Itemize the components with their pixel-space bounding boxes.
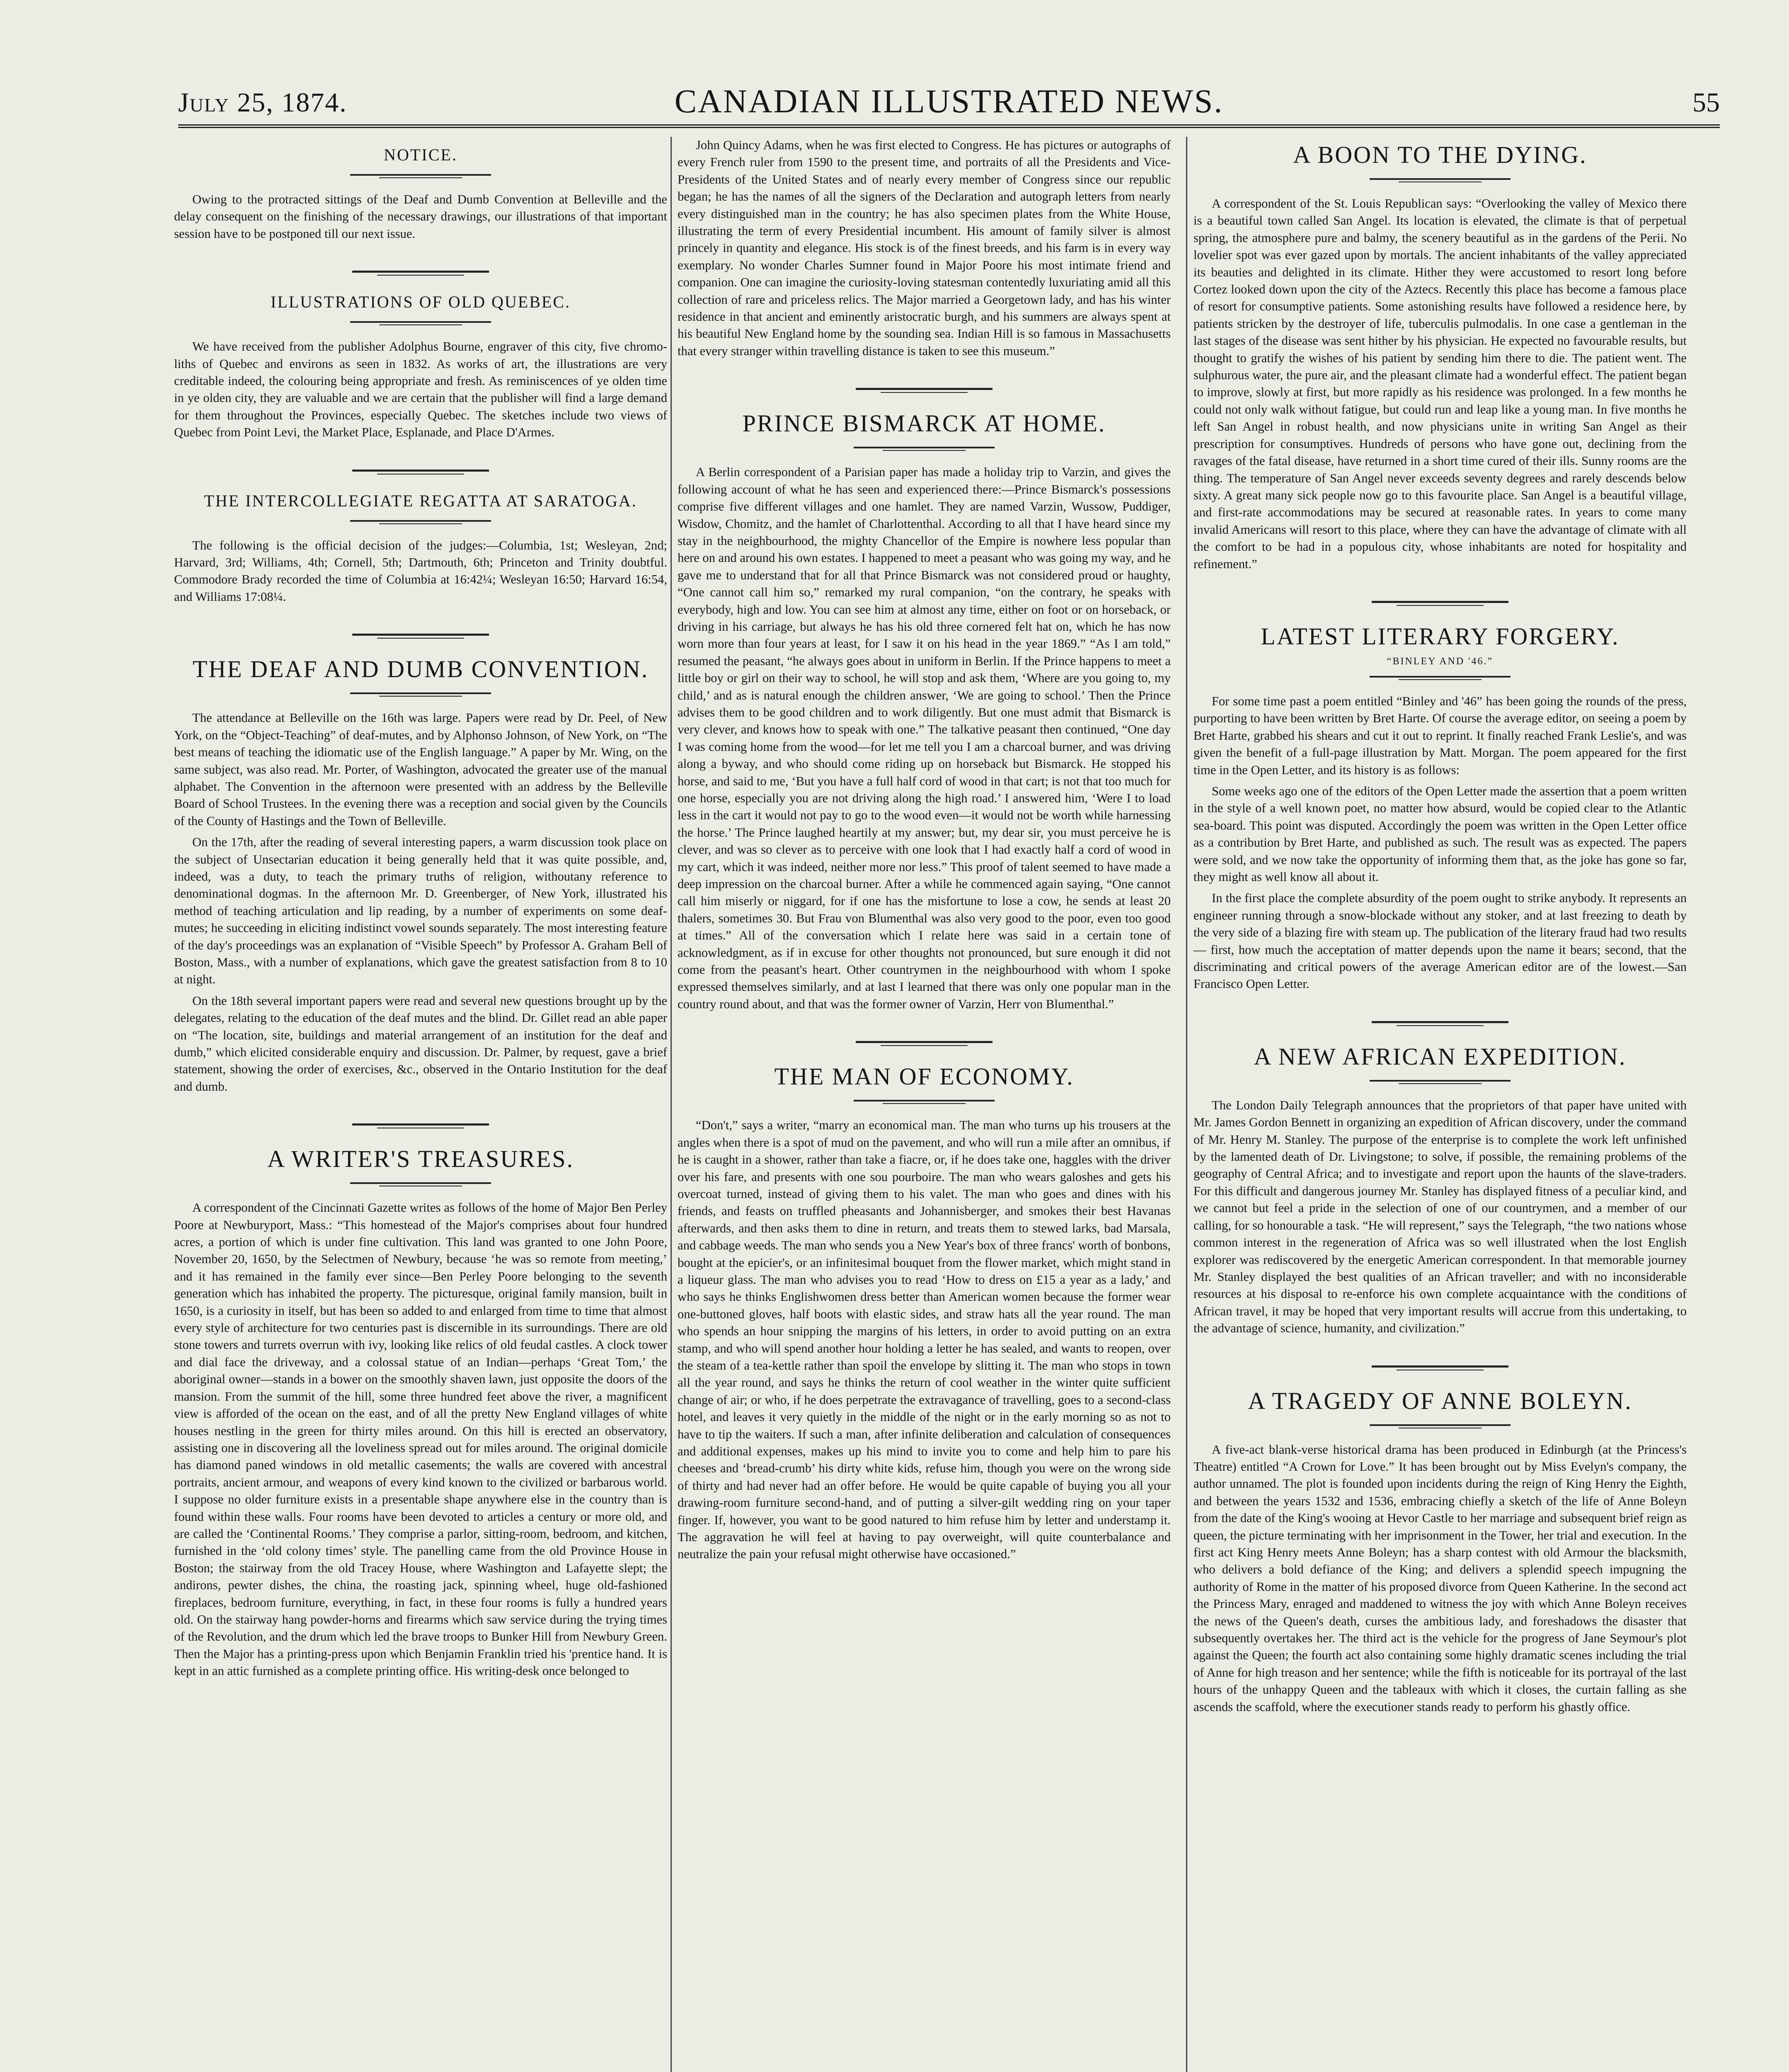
article-african xyxy=(1193,1043,1687,1337)
article-paragraph: Some weeks ago one of the editors of the Open Letter made the assertion that a poem written in the style of a well known poet, no matter how absurd, would be copied clear to the Atlantic sea-board. This point was disputed. Accordingly the poem was written in the Open Letter office as a contribution by Bret Harte, and published as such. The result was as expected. The papers were sold, and we now take the opportunity of informing them that, as the joke has gone so far, they might as well know all about it. xyxy=(1193,784,1687,884)
section-divider xyxy=(1372,599,1508,608)
article-title: THE MAN OF ECONOMY. xyxy=(774,1063,1074,1090)
article-title: A BOON TO THE DYING. xyxy=(1293,141,1587,168)
column-2 xyxy=(678,137,1171,1590)
article-paragraph: “Don't,” says a writer, “marry an economical man. The man who turns up his trousers at the angles when there is a spot of mud on the pavement, and who will run a mile after an omnibus, if he is caught in a shower, rather than take a fiacre, or, if he does take one, haggles with the driver over his fare, and presents with one sou pourboire. The man who wears galoshes and gets his overcoat turned, instead of giving them to his valet. The man who goes and dines with his friends, and feasts on truffled pheasants and Johannisberger, and smokes their best Havanas afterwards, and then asks them to dine in return, and treats them to stewed larks, bad Marsala, and cabbage weeds. The man who sends you a New Year's box of three francs' worth of bonbons, bought at the epicier's, or an infinitesimal bouquet from the flower market, which might stand in a liqueur glass. The man who advises you to read ‘How to dress on £15 a year as a lady,’ and who says he thinks Englishwomen dress better than American women because the former wear one-buttoned gloves, half boots with elastic sides, and straw hats all the year round. The man who spends an hour snipping the margins of his letters, in order to avoid putting on an extra stamp, and who will spend another hour holding a letter he has sealed, and wants to reopen, over the steam of a tea-kettle rather than spoil the envelope by slitting it. The man who stops in town all the year round, and says he thinks the return of cool weather in the winter quite sufficient change of air; or who, if he does perpetrate the extravagance of travelling, goes to a second-class hotel, and leaves it very quietly in the middle of the night or in the early morning so as not to have to tip the waiters. If such a man, after infinite deliberation and calculation of consequences and additional expenses, makes up his mind to invite you to come and help him to pare his cheeses and ‘bread-crumb’ his dirty white kids, refuse him, though you were on the wrong side of thirty and had never had an offer before. He would be quite capable of buying you all your drawing-room furniture second-hand, and of putting a silver-gilt wedding ring on your taper finger. If, however, you want to be good natured to him refuse him by letter and understamp it. The aggravation he will feel at having to pay overweight, will quite counterbalance and neutralize the pain your refusal might otherwise have occasioned.” xyxy=(678,1118,1171,1561)
article-title: THE DEAF AND DUMB CONVENTION. xyxy=(192,656,649,683)
title-ornament-rule xyxy=(854,1099,995,1106)
article-boon xyxy=(1193,141,1687,573)
article-boleyn xyxy=(1193,1387,1687,1716)
title-ornament-rule xyxy=(350,173,491,180)
article-paragraph: For some time past a poem entitled “Binley and '46” has been going the rounds of the press, purporting to have been written by Bret Harte. Of course the average editor, on seeing a poem by Bret Harte, grabbed his shears and cut it out to reprint. It finally reached Frank Leslie's, and was given the benefit of a full-page illustration by Matt. Morgan. The poem appeared for the first time in the Open Letter, and its history is as follows: xyxy=(1193,694,1687,777)
article-economy xyxy=(678,1063,1171,1563)
newspaper-title: CANADIAN ILLUSTRATED NEWS. xyxy=(674,83,1224,120)
article-paragraph: The attendance at Belleville on the 16th was large. Papers were read by Dr. Peel, of New York, on the “Object-Teaching” of deaf-mutes, and by Alphonso Johnson, of New York, on “The best means of teaching the idiomatic use of the English language.” A paper by Mr. Wing, on the same subject, was also read. Mr. Porter, of Washington, advocated the greater use of the manual alphabet. The Convention in the afternoon were presented with an address by the Belleville Board of School Trustees. In the evening there was a reception and social given by the Councils of the County of Hastings and the Town of Belleville. xyxy=(174,711,667,828)
article-title: NOTICE. xyxy=(384,145,458,164)
article-title: LATEST LITERARY FORGERY. xyxy=(1261,622,1620,650)
article-bismarck xyxy=(678,409,1171,1013)
article-paragraph: We have received from the publisher Adolphus Bourne, engraver of this city, five chromo-liths of Quebec and environs as seen in 1832. As works of art, the illustrations are very creditable indeed, the colouring being appropriate and fresh. As reminiscences of ye olden time in ye olden city, they are valuable and we are certain that the publisher will find a large demand for them throughout the Provinces, especially Quebec. The sketches include two views of Quebec from Point Levi, the Market Place, Esplanade, and Place D'Armes. xyxy=(174,339,667,440)
section-divider xyxy=(352,468,489,477)
section-divider xyxy=(1372,1019,1508,1029)
article-regatta xyxy=(174,491,667,606)
title-ornament-rule xyxy=(1370,675,1511,682)
article-title: THE INTERCOLLEGIATE REGATTA AT SARATOGA. xyxy=(204,491,637,510)
title-ornament-rule xyxy=(1370,177,1511,184)
masthead-rule xyxy=(178,124,1720,128)
title-ornament-rule xyxy=(350,320,491,327)
article-notice xyxy=(174,145,667,242)
article-title: A NEW AFRICAN EXPEDITION. xyxy=(1254,1043,1627,1070)
section-divider xyxy=(856,386,993,395)
article-paragraph: The London Daily Telegraph announces that the proprietors of that paper have united with Mr. James Gordon Bennett in organizing an expedition of African discovery, under the command of Mr. Henry M. Stanley. The purpose of the enterprise is to complete the work left unfinished by the lamented death of Dr. Livingstone; to solve, if possible, the remaining problems of the geography of Central Africa; and to investigate and report upon the haunts of the slave-traders. For this difficult and dangerous journey Mr. Stanley has displayed fitness of a peculiar kind, and we cannot but feel a pride in the selection of one of our countrymen, and a member of our calling, for so honourable a task. “He will represent,” says the Telegraph, “the two nations whose common interest in the regeneration of Africa was so well illustrated when the lost English explorer was rediscovered by the energetic American correspondent. In that memorable journey Mr. Stanley displayed the best qualities of an African traveller; and with no inconsiderable resources at his disposal to re-enforce his own complete acquaintance with the conditions of African travel, it may be hoped that very important results will accrue from this undertaking, to the advantage of science, humanity, and civilization.” xyxy=(1193,1098,1687,1336)
page-number: 55 xyxy=(1692,87,1720,118)
title-ornament-rule xyxy=(1370,1079,1511,1086)
article-paragraph: A Berlin correspondent of a Parisian paper has made a holiday trip to Varzin, and gives the following account of what he has seen and experienced there:—Prince Bismarck's possessions comprise five different villages and one hamlet. They are named Varzin, Wussow, Puddiger, Wisdow, Chomitz, and the hamlet of Charlottenthal. According to all that I have heard since my stay in the neighbourhood, the mighty Chancellor of the Empire is nowhere less popular than here on and around his own estates. I happened to meet a peasant who was going my way, and he gave me to understand that for all that Prince Bismarck was not considered proud or haughty, “One cannot call him so,” remarked my rural companion, “on the contrary, he speaks with everybody, high and low. You can see him at almost any time, either on foot or on horseback, or driving in his carriage, but always he has his old three cornered felt hat on, which he has now worn more than four years at least, for I saw it on his head in the year 1869.” “As I am told,” resumed the peasant, “he always goes about in uniform in Berlin. If the Prince happens to meet a little boy or girl on their way to school, he will stop and ask them, ‘Where are you going to, my child,’ and as is natural enough the children answer, ‘We are going to school.’ Then the Prince advises them to be good children and to work diligently. But one must admit that Bismarck is very clever, and knows how to speak with one.” The talkative peasant then continued, “One day I was coming home from the wood—for let me tell you I am a charcoal burner, and was driving along a byway, and who should come riding up on horseback but Bismarck. He stopped his horse, and said to me, ‘But you have a full half cord of wood in that cart; is not that too much for one horse, especially you are not driving along the high road.’ I answered him, ‘Were I to load less in the cart it would not pay to go to the wood even—it would not be worth while harnessing the horse.’ The Prince laughed heartily at my answer; but, my dear sir, you must perceive he is clever, and was so clever as to perceive with one look that I had exactly half a cord of wood in my cart, which it was indeed, neither more nor less.” This proof of talent seemed to have made a deep impression on the charcoal burner. After a while he commenced again saying, “One cannot call him miserly or niggard, for if one has the misfortune to lose a cow, he sends at least 20 thalers, sometimes 30. But Frau von Blumenthal was also very good to the poor, even too good at times.” All of the conversation which I relate here was said in a certain tone of acknowledgment, as if in excuse for other thoughts not pronounced, but sure enough it did not come from the peasant's heart. Other countrymen in the neighbourhood with whom I spoke expressed themselves similarly, and at last I learned that there was only one popular man in the country round about, and that was the former owner of Varzin, Herr von Blumenthal.” xyxy=(678,465,1171,1011)
article-writers-treasures-cont xyxy=(678,137,1171,360)
article-paragraph: A correspondent of the St. Louis Republican says: “Overlooking the valley of Mexico there is a beautiful town called San Angel. Its location is elevated, the climate is that of perpetual spring, the atmosphere pure and balmy, the scenery beautiful as in the gardens of the Perii. No lovelier spot was ever gazed upon by mortals. The ancient inhabitants of the valley appreciated its beauties and delighted in its climate. Hither they were accustomed to resort long before Cortez looked down upon the city of the Aztecs. Recently this place has become a famous place of resort for consumptive patients. Some astonishing results have followed a residence here, by patients stricken by the destroyer of life, tuberculis pulmodalis. In one case a gentleman in the last stages of the disease was sent hither by his physician. He expected no favourable results, but thought to gratify the wishes of his patient by sending him there to die. The patient went. The sulphurous water, the pure air, and the pleasant climate had a wonderful effect. The patient began to improve, slowly at first, but more rapidly as his residence was prolonged. In a few months he could not only walk without fatigue, but could run and leap like a young man. In five months he left San Angel in robust health, and now physicians unite in writing San Angel as their prescription for consumptives. Hundreds of persons who have gone out, declining from the ravages of the fatal disease, have returned in a short time cured of their ills. Sunny rooms are the thing. The temperature of San Angel never exceeds seventy degrees and rarely descends below sixty. A great many sick people now go to this favourite place. San Angel is a beautiful village, and first-rate accommodations may be secured at reasonable rates. In years to come many invalid Americans will resort to this place, where they can have the advantage of climate with all the comfort to be had in a populous city, whose inhabitants are noted for hospitality and refinement.” xyxy=(1193,196,1687,571)
column-1 xyxy=(174,137,667,1706)
article-paragraph: On the 17th, after the reading of several interesting papers, a warm discussion took place on the subject of Unsectarian education it being generally held that it was quite possible, and, indeed, was a duty, to teach the primary truths of religion, withoutany reference to denominational dogmas. In the afternoon Mr. D. Greenberger, of New York, illustrated his method of teaching articulation and lip reading, by a number of experiments on some deaf-mutes; he succeeding in eliciting indistinct vowel sounds separately. The most interesting feature of the day's proceedings was an explanation of “Visible Speech” by Professor A. Graham Bell of Boston, Mass., with a number of explanations, which gave the greatest satisfaction from 8 to 10 at night. xyxy=(174,835,667,987)
section-divider xyxy=(352,269,489,278)
article-paragraph: In the first place the complete absurdity of the poem ought to strike anybody. It represents an engineer running through a snow-blockade without any stoker, and at last freezing to death by the very side of a blazing fire with steam up. The publication of the literary fraud had two results — first, how much the acceptation of matter depends upon the name it bears; second, that the discriminating and critical powers of the average American editor are of the lowest.—San Francisco Open Letter. xyxy=(1193,891,1687,991)
title-ornament-rule xyxy=(854,445,995,453)
masthead xyxy=(178,83,1720,120)
column-rule xyxy=(671,137,672,2072)
article-paragraph: A correspondent of the Cincinnati Gazette writes as follows of the home of Major Ben Perley Poore at Newburyport, Mass.: “This homestead of the Major's comprises about four hundred acres, a portion of which is under fine cultivation. This land was granted to one John Poore, November 20, 1650, by the Selectmen of Newbury, because ‘he was so remote from meeting,’ and it has remained in the family ever since—Ben Perley Poore belonging to the seventh generation which has inhabited the property. The picturesque, original family mansion, built in 1650, is a curiosity in itself, but has been so added to and enlarged from time to time that almost every style of architecture for two centuries past is discernible in its surroundings. There are old stone towers and turrets overrun with ivy, looking like relics of old feudal castles. A clock tower and dial face the driveway, and a colossal statue of an Indian—perhaps ‘Great Tom,’ the aboriginal owner—stands in a bower on the smoothly shaven lawn, just opposite the doors of the mansion. From the summit of the hill, some three hundred feet above the river, a magnificent view is afforded of the ocean on the east, and of all the pretty New England villages of white houses nestling in the green for thirty miles around. On this hill is erected an observatory, assisting one in discovering all the loveliness spread out for miles around. The original domicile has diamond paned windows in old metallic casements; the walls are covered with ancestral portraits, ancient armour, and weapons of every kind known to the civilized or barbarous world. I suppose no older furniture exists in a presentable shape anywhere else in the country than is found within these walls. Four rooms have been devoted to articles a century or more old, and are called the ‘Continental Rooms.’ They comprise a parlor, sitting-room, bedroom, and kitchen, furnished in the ‘old colony times’ style. The panelling came from the old Province House in Boston; the stairway from the old Tracey House, where Washington and Lafayette slept; the andirons, pewter dishes, the china, the roasting jack, spinning wheel, huge old-fashioned fireplaces, bedroom furniture, everything, in fact, in these four rooms is fully a hundred years old. On the stairway hang powder-horns and firearms which saw service during the trying times of the Revolution, and the drum which led the brave troops to Bunker Hill from Newbury Green. Then the Major has a printing-press upon which Benjamin Franklin tried his 'prentice hand. It is kept in an attic furnished as a complete printing office. His writing-desk once belonged to xyxy=(174,1201,667,1678)
issue-date: July 25, 1874. xyxy=(178,87,347,118)
article-title: ILLUSTRATIONS OF OLD QUEBEC. xyxy=(271,293,571,312)
article-paragraph: Owing to the protracted sittings of the Deaf and Dumb Convention at Belleville and the delay consequent on the finishing of the necessary drawings, our illustrations of that important session have to be postponed till our next issue. xyxy=(174,192,667,241)
title-ornament-rule xyxy=(350,691,491,699)
section-divider xyxy=(352,1122,489,1131)
article-forgery xyxy=(1193,622,1687,993)
title-ornament-rule xyxy=(1370,1423,1511,1431)
title-ornament-rule xyxy=(350,1181,491,1188)
article-paragraph: On the 18th several important papers were read and several new questions brought up by the delegates, relating to the education of the deaf mutes and the blind. Dr. Gillet read an able paper on “The location, site, buildings and material arrangement of an institution for the deaf and dumb,” which elicited considerable enquiry and discussion. Dr. Palmer, by request, gave a brief statement, showing the order of exercises, &c., observed in the Ontario Institution for the deaf and dumb. xyxy=(174,993,667,1094)
section-divider xyxy=(1372,1364,1508,1373)
article-paragraph: The following is the official decision of the judges:—Columbia, 1st; Wesleyan, 2nd; Harvard, 3rd; Williams, 4th; Cornell, 5th; Dartmouth, 6th; Princeton and Trinity doubtful. Commodore Brady recorded the time of Columbia at 16:42¼; Wesleyan 16:50; Harvard 16:54, and Williams 17:08¼. xyxy=(174,538,667,604)
column-rule xyxy=(1186,137,1187,2072)
section-divider xyxy=(352,632,489,641)
article-deaf-dumb xyxy=(174,655,667,1095)
article-subtitle: “BINLEY AND '46.” xyxy=(1387,656,1494,667)
article-writers-treasures xyxy=(174,1145,667,1680)
title-ornament-rule xyxy=(350,519,491,526)
column-3 xyxy=(1193,137,1687,1742)
section-divider xyxy=(856,1039,993,1048)
article-title: A TRAGEDY OF ANNE BOLEYN. xyxy=(1248,1387,1632,1414)
article-title: A WRITER'S TREASURES. xyxy=(267,1145,574,1173)
article-title: PRINCE BISMARCK AT HOME. xyxy=(742,410,1106,437)
article-old-quebec xyxy=(174,292,667,441)
article-paragraph: John Quincy Adams, when he was first elected to Congress. He has pictures or autographs of every French ruler from 1590 to the present time, and portraits of all the Presidents and Vice-Presidents of the United States and of nearly every member of Congress since our republic began; he has the names of all the signers of the Declaration and autograph letters from nearly every distinguished man in the country; he has also specimen plates from the White House, illustrating the term of every Presidential incumbent. His amount of family silver is almost princely in quantity and elegance. His stock is of the finest breeds, and his farm is in every way exemplary. No wonder Charles Sumner found in Major Poore his most intimate friend and companion. One can imagine the curiosity-loving statesman contentedly luxuriating amid all this collection of rare and priceless relics. The Major married a Georgetown lady, and has his winter residence in that ancient and eminently aristocratic burgh, and his summers are always spent at his beautiful New England home by the sounding sea. Indian Hill is so famous in Massachusetts that every stranger within travelling distance is taken to see this museum.” xyxy=(678,138,1171,358)
article-paragraph: A five-act blank-verse historical drama has been produced in Edinburgh (at the Princess's Theatre) entitled “A Crown for Love.” It has been brought out by Miss Evelyn's company, the author unnamed. The plot is founded upon incidents during the reign of King Henry the Eighth, and between the years 1532 and 1536, embracing chiefly a sketch of the life of Anne Boleyn from the date of the King's wooing at Hevor Castle to her marriage and subsequent brief reign as queen, the picture terminating with her imprisonment in the Tower, her trial and execution. In the first act King Henry meets Anne Boleyn; has a sharp contest with old Armour the blacksmith, who delivers a bold defiance of the King; and delivers a splendid speech impugning the authority of Rome in the matter of his proposed divorce from Queen Katherine. In the second act the Princess Mary, enraged and maddened to witness the joy with which Anne Boleyn receives the news of the Queen's death, curses the ambitious lady, and foreshadows the disaster that subsequently overtakes her. The third act is the vehicle for the progress of Jane Seymour's plot against the Queen; the fourth act also containing some highly dramatic scenes including the trial of Anne for high treason and her sentence; while the fifth is noticeable for its portrayal of the last hours of the unhappy Queen and the tableaux with which it closes, the curtain falling as she ascends the scaffold, where the executioner stands ready to perform his ghastly office. xyxy=(1193,1442,1687,1714)
